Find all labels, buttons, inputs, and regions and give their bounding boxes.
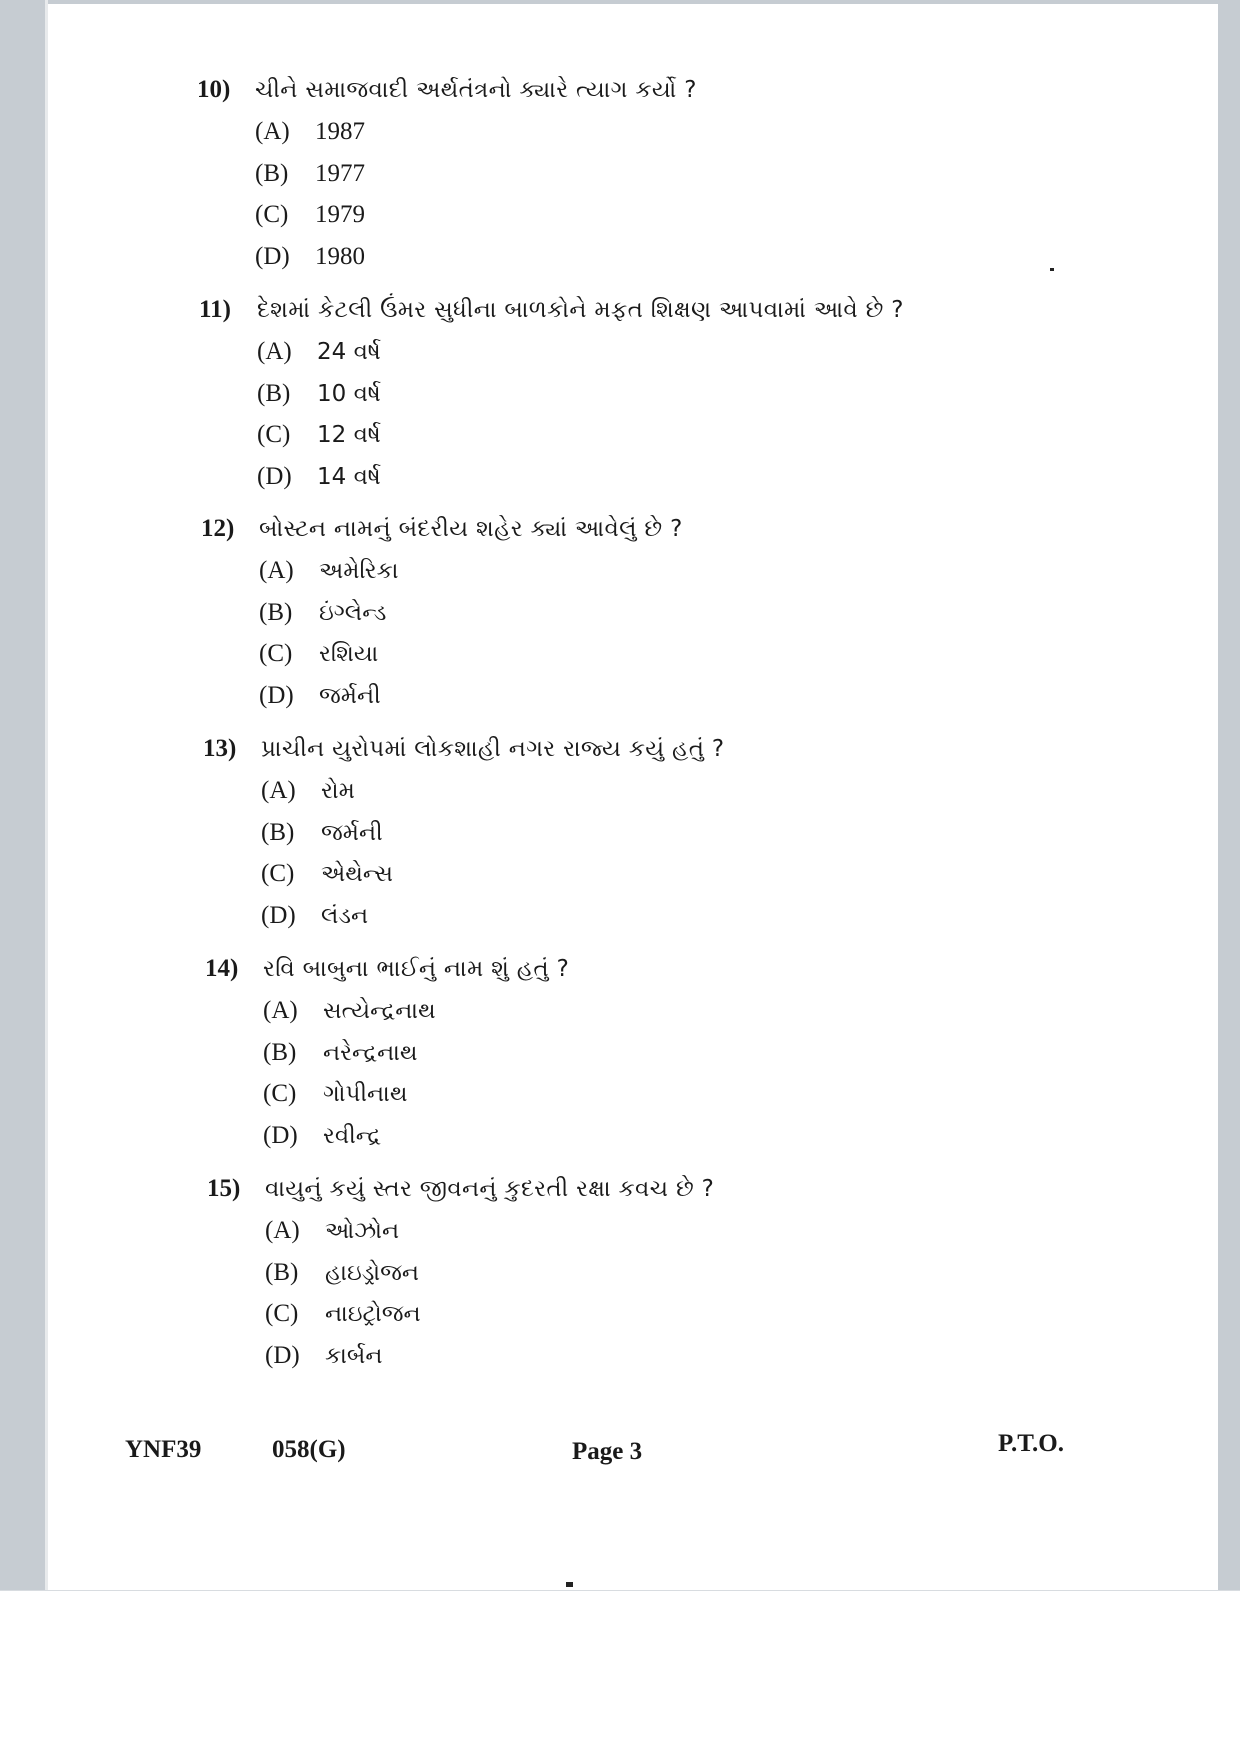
question-13 [203,735,1103,943]
option-a [265,1217,1107,1259]
option-label: (A) [263,997,298,1024]
option-text: 12 વર્ષ [317,422,381,448]
option-b [261,819,1103,861]
option-a [263,997,1105,1039]
option-label: (D) [259,681,294,709]
option-label: (B) [263,1038,297,1066]
option-label: (B) [255,159,289,187]
option-text: ગોપીનાથ [323,1081,408,1107]
option-text: નરેન્દ્રનાથ [323,1039,418,1066]
option-label: (A) [255,118,290,145]
question-14 [205,955,1105,1163]
option-text: 14 વર્ષ [317,463,381,490]
question-number: 10) [197,76,231,103]
option-text: જર્મની [319,682,381,709]
option-label: (C) [263,1080,297,1107]
paper-edge [45,0,48,1590]
option-d [255,243,1097,285]
option-text: સત્યેન્દ્રનાથ [323,998,436,1024]
option-text: રશિયા [319,641,379,667]
option-c [255,201,1097,243]
option-list [257,338,1099,504]
question-number: 11) [199,296,231,323]
option-label: (D) [265,1341,300,1369]
option-label: (A) [257,338,292,365]
option-list [265,1217,1107,1383]
option-label: (C) [265,1300,299,1327]
option-text: હાઇડ્રોજન [325,1259,420,1286]
question-number: 12) [201,515,235,542]
question-number: 14) [205,955,239,982]
option-d [259,682,1101,724]
option-text: ઓઝોન [325,1218,400,1244]
option-text: 24 વર્ષ [317,339,381,365]
option-c [257,421,1099,463]
option-text: 1987 [315,118,365,145]
option-b [255,160,1097,202]
option-c [261,860,1103,902]
paper-bottom-edge [0,1590,1240,1591]
option-text: 1977 [315,159,365,187]
option-b [259,599,1101,641]
option-a [259,557,1101,599]
option-label: (A) [261,777,296,804]
option-label: (B) [265,1258,299,1286]
question-number: 13) [203,735,237,762]
option-label: (B) [257,379,291,407]
option-label: (D) [263,1121,298,1149]
option-list [259,557,1101,723]
question-10 [197,76,1097,284]
option-b [265,1259,1107,1301]
option-d [265,1342,1107,1384]
option-a [261,777,1103,819]
footer-subject-code: 058(G) [272,1436,346,1463]
option-label: (C) [257,421,291,448]
scan-border-left [0,0,45,1590]
question-text: વાયુનું કયું સ્તર જીવનનું કુદરતી રક્ષા કવચ છે ? [265,1176,715,1202]
option-label: (B) [259,598,293,626]
footer-pto: P.T.O. [998,1430,1064,1457]
option-label: (D) [257,462,292,490]
option-label: (C) [259,640,293,667]
question-text: પ્રાચીન યુરોપમાં લોકશાહી નગર રાજ્ય કયું હતું ? [261,736,725,762]
option-text: અમેરિકા [319,558,399,584]
option-label: (C) [261,860,295,887]
scan-speck [566,1582,573,1587]
option-label: (A) [259,557,294,584]
option-text: જર્મની [321,819,383,846]
footer-paper-code: YNF39 [125,1436,202,1463]
option-text: કાર્બન [325,1342,383,1369]
option-text: નાઇટ્રોજન [325,1301,421,1327]
scan-border-top [0,0,1240,4]
question-12 [201,515,1101,723]
question-15 [207,1175,1107,1383]
option-b [263,1039,1105,1081]
option-d [257,463,1099,505]
footer-page-number: Page 3 [572,1438,643,1465]
option-a [255,118,1097,160]
question-text: ચીને સમાજવાદી અર્થતંત્રનો ક્યારે ત્યાગ કર્યો ? [255,77,697,103]
scan-speck [1050,268,1054,271]
option-c [265,1300,1107,1342]
option-list [263,997,1105,1163]
option-text: રવીન્દ્ર [323,1122,381,1149]
question-number: 15) [207,1175,241,1202]
question-11 [199,296,1099,504]
scan-border-right [1218,0,1240,1590]
option-text: 1979 [315,201,365,228]
option-text: 1980 [315,242,365,270]
option-list [261,777,1103,943]
option-text: રોમ [321,778,355,804]
option-text: લંડન [321,902,369,929]
question-text: દેશમાં કેટલી ઉંમર સુધીના બાળકોને મફત શિક્ષણ આપવામાં આવે છે ? [257,297,904,323]
option-text: 10 વર્ષ [317,380,381,407]
option-label: (D) [261,901,296,929]
option-c [263,1080,1105,1122]
option-d [263,1122,1105,1164]
option-b [257,380,1099,422]
option-list [255,118,1097,284]
question-text: રવિ બાબુના ભાઈનું નામ શું હતું ? [263,956,570,982]
option-c [259,640,1101,682]
question-text: બોસ્ટન નામનું બંદરીય શહેર ક્યાં આવેલું છે ? [259,516,683,542]
option-label: (D) [255,242,290,270]
option-d [261,902,1103,944]
option-label: (C) [255,201,289,228]
option-label: (B) [261,818,295,846]
option-text: ઇંગ્લેન્ડ [319,599,387,626]
option-a [257,338,1099,380]
option-label: (A) [265,1217,300,1244]
option-text: એથેન્સ [321,861,394,887]
